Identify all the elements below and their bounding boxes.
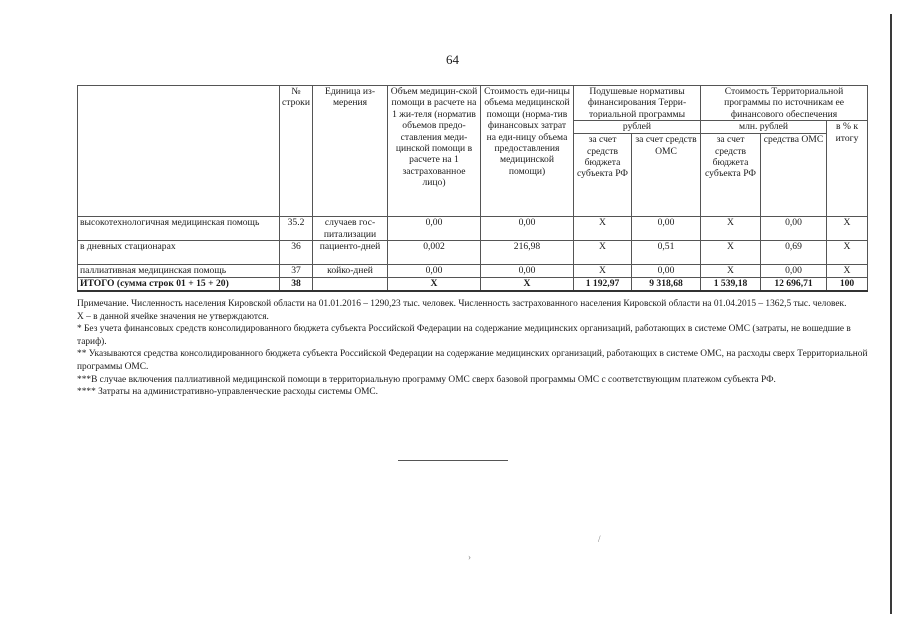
row-no: 35.2 bbox=[280, 217, 313, 241]
header-per-capita: Подушевые нормативы финансирования Терри-ториальной программы bbox=[574, 86, 701, 121]
page-number: 64 bbox=[446, 52, 459, 67]
header-mln-rubles: млн. рублей bbox=[701, 121, 827, 134]
note-population: Примечание. Численность населения Кировской области на 01.01.2016 – 1290,23 тыс. человек. Численность застрахованного населения Кировской области на 01.04.2015 – 1362,5 тыс. человек. bbox=[77, 299, 847, 309]
total-tp-oms: 12 696,71 bbox=[761, 278, 827, 291]
row-volume: 0,002 bbox=[388, 241, 481, 265]
total-label: ИТОГО (сумма строк 01 + 15 + 20) bbox=[78, 278, 280, 291]
row-pct: X bbox=[827, 217, 868, 241]
header-unit-cost: Стоимость еди-ницы объема медицинской помощи (норма-тив финансовых затрат на еди-ницу объема предоставления медицинской помощи) bbox=[481, 86, 574, 217]
row-unit: пациенто-дней bbox=[313, 241, 388, 265]
header-budget-funds: за счет средств бюджета субъекта РФ bbox=[574, 134, 632, 217]
row-tp-budget: X bbox=[701, 265, 761, 278]
table-row bbox=[78, 241, 868, 265]
note-star-4: **** Затраты на административно-управленческие расходы системы ОМС. bbox=[77, 387, 379, 398]
row-cost: 0,00 bbox=[481, 265, 574, 278]
header-pct-total: в % к итогу bbox=[827, 121, 868, 217]
row-cost: 216,98 bbox=[481, 241, 574, 265]
row-pc-budget: X bbox=[574, 241, 632, 265]
row-tp-budget: X bbox=[701, 241, 761, 265]
row-pc-oms: 0,00 bbox=[632, 217, 701, 241]
table-row bbox=[78, 217, 868, 241]
row-tp-oms: 0,00 bbox=[761, 217, 827, 241]
table-row bbox=[78, 265, 868, 278]
separator-line bbox=[398, 460, 508, 461]
header-oms-funds: за счет средств ОМС bbox=[632, 134, 701, 217]
row-unit: случаев гос-питализации bbox=[313, 217, 388, 241]
row-tp-oms: 0,00 bbox=[761, 265, 827, 278]
stray-mark: / bbox=[598, 534, 601, 544]
row-label: паллиативная медицинская помощь bbox=[78, 265, 280, 278]
row-label: высокотехнологичная медицинская помощь bbox=[78, 217, 280, 241]
header-oms-funds-2: средства ОМС bbox=[761, 134, 827, 217]
row-pct: X bbox=[827, 241, 868, 265]
total-row bbox=[78, 278, 868, 291]
footnotes bbox=[77, 298, 877, 399]
header-row-1 bbox=[78, 86, 868, 121]
total-pc-oms: 9 318,68 bbox=[632, 278, 701, 291]
header-volume: Объем медицин-ской помощи в расчете на 1 жи-теля (норматив объемов предо-ставления меди-цинской помощи в расчете на 1 застрахованное лицо) bbox=[388, 86, 481, 217]
page-edge-line bbox=[890, 14, 892, 614]
header-row-no: № строки bbox=[280, 86, 313, 217]
total-pct: 100 bbox=[827, 278, 868, 291]
header-budget-funds-2: за счет средств бюджета субъекта РФ bbox=[701, 134, 761, 217]
row-volume: 0,00 bbox=[388, 265, 481, 278]
row-pc-oms: 0,00 bbox=[632, 265, 701, 278]
header-rubles: рублей bbox=[574, 121, 701, 134]
financing-table bbox=[77, 85, 868, 292]
note-x-meaning: X – в данной ячейке значения не утверждаются. bbox=[77, 311, 269, 322]
row-cost: 0,00 bbox=[481, 217, 574, 241]
note-star-1: * Без учета финансовых средств консолидированного бюджета субъекта Российской Федерации на содержание медицинских организаций, работающих в системе ОМС (затраты, не вошедшие в тариф). bbox=[77, 324, 851, 347]
header-empty-cell bbox=[78, 86, 280, 217]
total-unit bbox=[313, 278, 388, 291]
total-cost: X bbox=[481, 278, 574, 291]
row-pc-oms: 0,51 bbox=[632, 241, 701, 265]
row-volume: 0,00 bbox=[388, 217, 481, 241]
row-unit: койко-дней bbox=[313, 265, 388, 278]
row-label: в дневных стационарах bbox=[78, 241, 280, 265]
total-pc-budget: 1 192,97 bbox=[574, 278, 632, 291]
row-pct: X bbox=[827, 265, 868, 278]
total-no: 38 bbox=[280, 278, 313, 291]
row-no: 37 bbox=[280, 265, 313, 278]
note-star-2: ** Указываются средства консолидированного бюджета субъекта Российской Федерации на содержание медицинских организаций, работающих в системе ОМС, на расходы сверх Территориальной программы ОМС. bbox=[77, 349, 868, 372]
header-cost-program: Стоимость Территориальной программы по источникам ее финансового обеспечения bbox=[701, 86, 868, 121]
total-tp-budget: 1 539,18 bbox=[701, 278, 761, 291]
total-volume: X bbox=[388, 278, 481, 291]
note-star-3: ***В случае включения паллиативной медицинской помощи в территориальную программу ОМС сверх базовой программы ОМС с соответствующим платежом субъекта РФ. bbox=[77, 374, 776, 385]
row-no: 36 bbox=[280, 241, 313, 265]
row-pc-budget: X bbox=[574, 265, 632, 278]
row-tp-budget: X bbox=[701, 217, 761, 241]
header-unit: Единица из-мерения bbox=[313, 86, 388, 217]
stray-mark: › bbox=[468, 552, 471, 562]
row-tp-oms: 0,69 bbox=[761, 241, 827, 265]
row-pc-budget: X bbox=[574, 217, 632, 241]
